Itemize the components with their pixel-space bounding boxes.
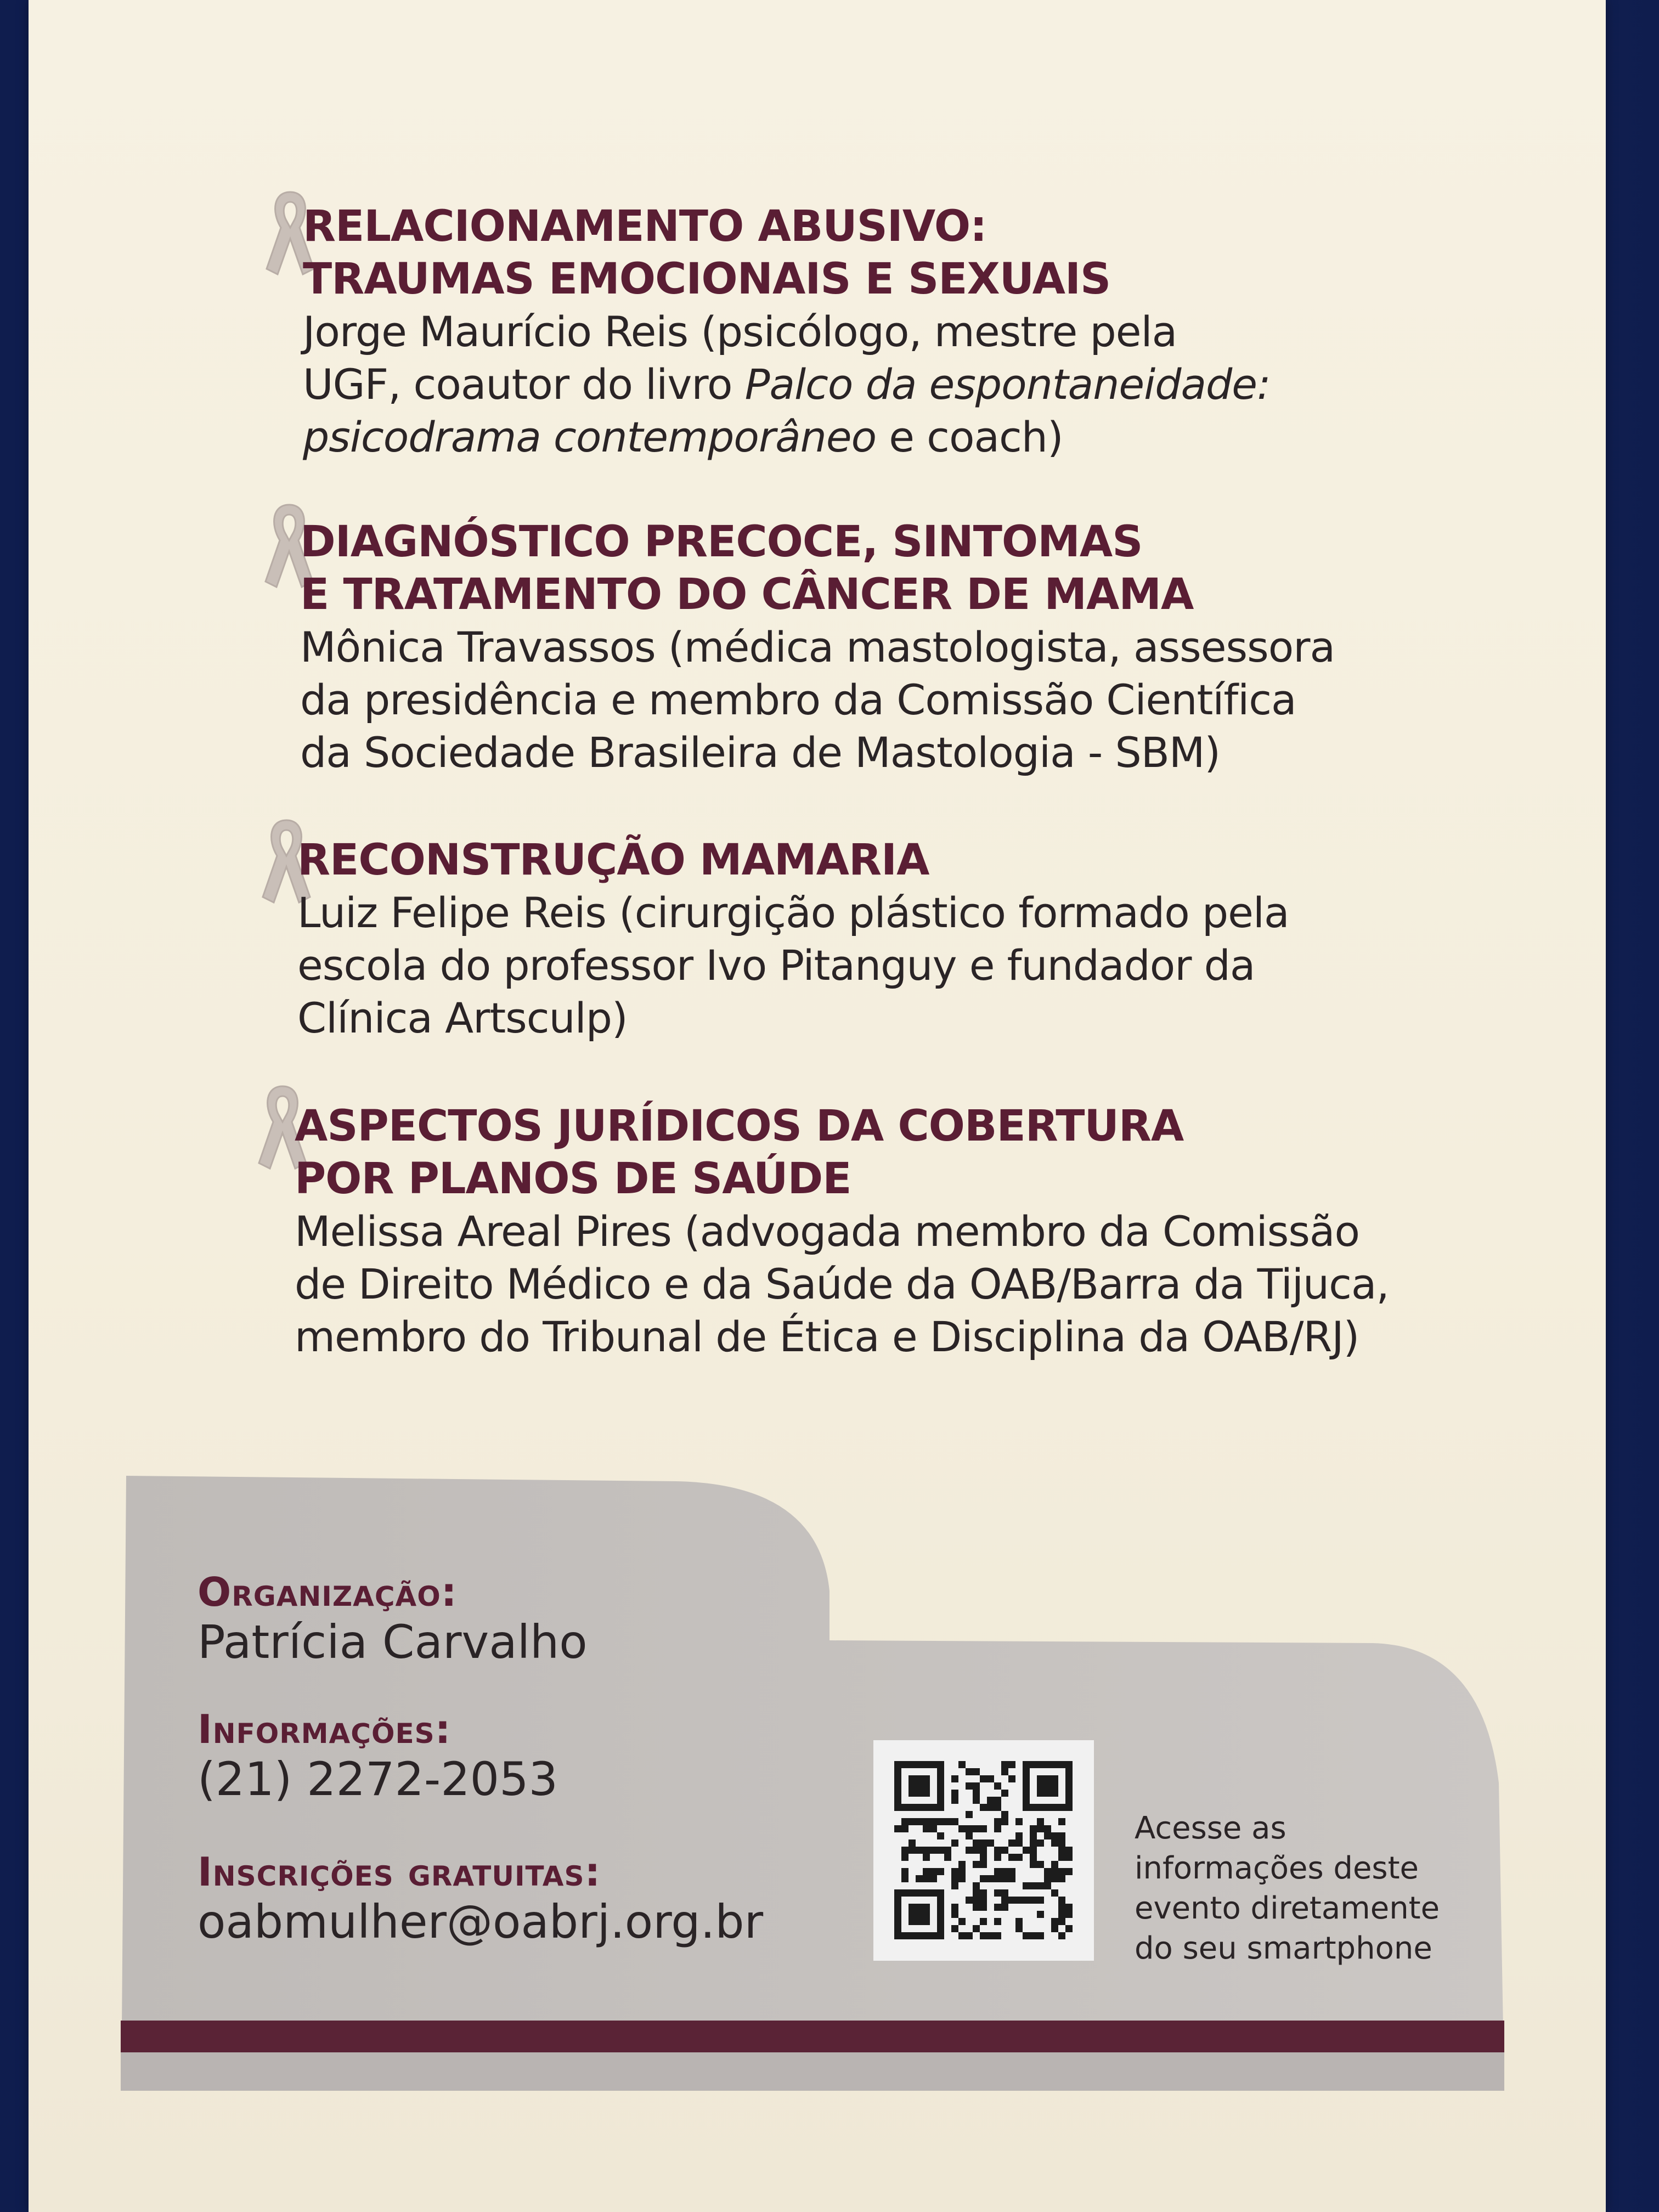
section-description bbox=[303, 306, 1510, 358]
inscricoes-label: Inscrições gratuitas: bbox=[198, 1849, 601, 1895]
footer-bar bbox=[121, 2021, 1504, 2052]
talk-section bbox=[295, 1100, 1502, 1363]
talk-section bbox=[303, 200, 1510, 464]
informacoes-value: (21) 2272-2053 bbox=[198, 1752, 558, 1806]
section-description bbox=[295, 1311, 1502, 1363]
organizacao-value: Patrícia Carvalho bbox=[198, 1615, 588, 1669]
flyer-page bbox=[29, 0, 1606, 2212]
organizacao-block bbox=[198, 1569, 588, 1669]
qr-caption-line: Acesse as bbox=[1135, 1810, 1286, 1846]
qr-code[interactable] bbox=[873, 1740, 1094, 1961]
section-description bbox=[303, 358, 1510, 411]
section-description bbox=[297, 887, 1504, 939]
section-title: POR PLANOS DE SAÚDE bbox=[295, 1154, 851, 1204]
inscricoes-block bbox=[198, 1849, 763, 1949]
organizacao-label: Organização: bbox=[198, 1569, 458, 1615]
talk-section bbox=[297, 834, 1504, 1045]
description-text: da Sociedade Brasileira de Mastologia - SBM) bbox=[300, 728, 1221, 777]
description-text: Melissa Areal Pires (advogada membro da Comissão bbox=[295, 1207, 1359, 1256]
section-description bbox=[303, 411, 1510, 464]
qr-caption-line: do seu smartphone bbox=[1135, 1931, 1432, 1966]
section-title: RELACIONAMENTO ABUSIVO: bbox=[303, 202, 987, 251]
description-text: Jorge Maurício Reis (psicólogo, mestre pela bbox=[303, 307, 1177, 356]
footer-bar-grey bbox=[121, 2052, 1504, 2091]
section-description bbox=[297, 939, 1504, 992]
section-title: DIAGNÓSTICO PRECOCE, SINTOMAS bbox=[300, 517, 1143, 567]
description-text: Clínica Artsculp) bbox=[297, 994, 628, 1042]
description-text: Mônica Travassos (médica mastologista, assessora bbox=[300, 623, 1335, 672]
description-text: membro do Tribunal de Ética e Disciplina da OAB/RJ) bbox=[295, 1312, 1359, 1361]
section-description bbox=[300, 674, 1507, 726]
description-text: da presidência e membro da Comissão Científica bbox=[300, 675, 1296, 724]
section-title: TRAUMAS EMOCIONAIS E SEXUAIS bbox=[303, 255, 1111, 304]
section-description bbox=[295, 1258, 1502, 1311]
book-title-text: Palco da espontaneidade: bbox=[744, 360, 1271, 409]
section-description bbox=[295, 1205, 1502, 1258]
description-text: de Direito Médico e da Saúde da OAB/Barra da Tijuca, bbox=[295, 1260, 1389, 1308]
book-title-text: psicodrama contemporâneo bbox=[303, 413, 877, 461]
description-text: escola do professor Ivo Pitanguy e fundador da bbox=[297, 941, 1255, 990]
description-text: e coach) bbox=[876, 413, 1063, 461]
description-text: UGF, coautor do livro bbox=[303, 360, 745, 409]
inscricoes-value[interactable]: oabmulher@oabrj.org.br bbox=[198, 1895, 764, 1949]
section-description bbox=[300, 621, 1507, 674]
description-text: Luiz Felipe Reis (cirurgição plástico formado pela bbox=[297, 888, 1289, 937]
section-description bbox=[297, 992, 1504, 1045]
section-description bbox=[300, 726, 1507, 779]
informacoes-block bbox=[198, 1706, 558, 1806]
section-title: E TRATAMENTO DO CÂNCER DE MAMA bbox=[300, 570, 1194, 619]
section-title: ASPECTOS JURÍDICOS DA COBERTURA bbox=[295, 1102, 1184, 1151]
qr-caption bbox=[1135, 1808, 1519, 1968]
talk-section bbox=[300, 516, 1507, 779]
section-title: RECONSTRUÇÃO MAMARIA bbox=[297, 836, 929, 885]
qr-caption-line: informações deste bbox=[1135, 1850, 1419, 1886]
qr-caption-line: evento diretamente bbox=[1135, 1891, 1440, 1926]
informacoes-label: Informações: bbox=[198, 1706, 452, 1752]
qr-code-icon bbox=[873, 1740, 1094, 1961]
